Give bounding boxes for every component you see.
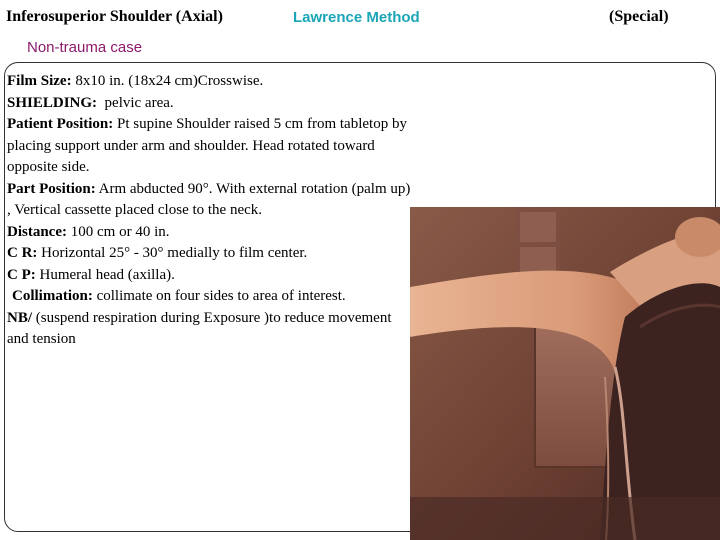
note-line [7,308,412,351]
case-subtitle: Non-trauma case [27,39,143,56]
method-name: Lawrence Method [293,9,420,26]
part-position-value: Arm abducted 90°. With external rotation (palm up) , Vertical cassette placed close to the neck. [7,180,411,218]
shielding-line [7,93,412,115]
collimation-label: Collimation: [12,288,93,304]
collimation-line [7,286,412,308]
patient-positioning-photo [410,207,720,540]
part-position-line [7,179,412,222]
central-ray-label: C R: [7,245,38,261]
centering-point-line [7,265,412,287]
patient-position-label: Patient Position: [7,116,114,132]
central-ray-line [7,243,412,265]
note-value: (suspend respiration during Exposure )to reduce movement and tension [7,309,392,347]
central-ray-value: Horizontal 25° - 30° medially to film center. [37,245,308,261]
note-label: NB/ [7,309,33,326]
distance-label: Distance: [7,223,67,240]
patient-position-value: Pt supine Shoulder raised 5 cm from tabletop by placing support under arm and shoulder. Head rotated toward opposite side. [7,116,407,175]
part-position-label: Part Position: [7,180,96,197]
slide-title: Inferosuperior Shoulder (Axial) [6,8,223,25]
special-tag: (Special) [609,8,669,25]
procedure-text [7,71,412,351]
positioning-photo-illustration [410,207,720,540]
shielding-value: pelvic area. [97,94,174,111]
centering-point-label: C P: [7,266,36,283]
distance-value: 100 cm or 40 in. [67,223,170,240]
film-size-label: Film Size: [7,73,72,89]
film-size-line [7,71,412,93]
collimation-value: collimate on four sides to area of interest. [92,288,346,304]
film-size-value: 8x10 in. (18x24 cm)Crosswise. [71,73,264,89]
shielding-label: SHIELDING: [7,94,98,111]
distance-line [7,222,412,244]
centering-point-value: Humeral head (axilla). [35,266,175,283]
patient-position-line [7,114,412,179]
